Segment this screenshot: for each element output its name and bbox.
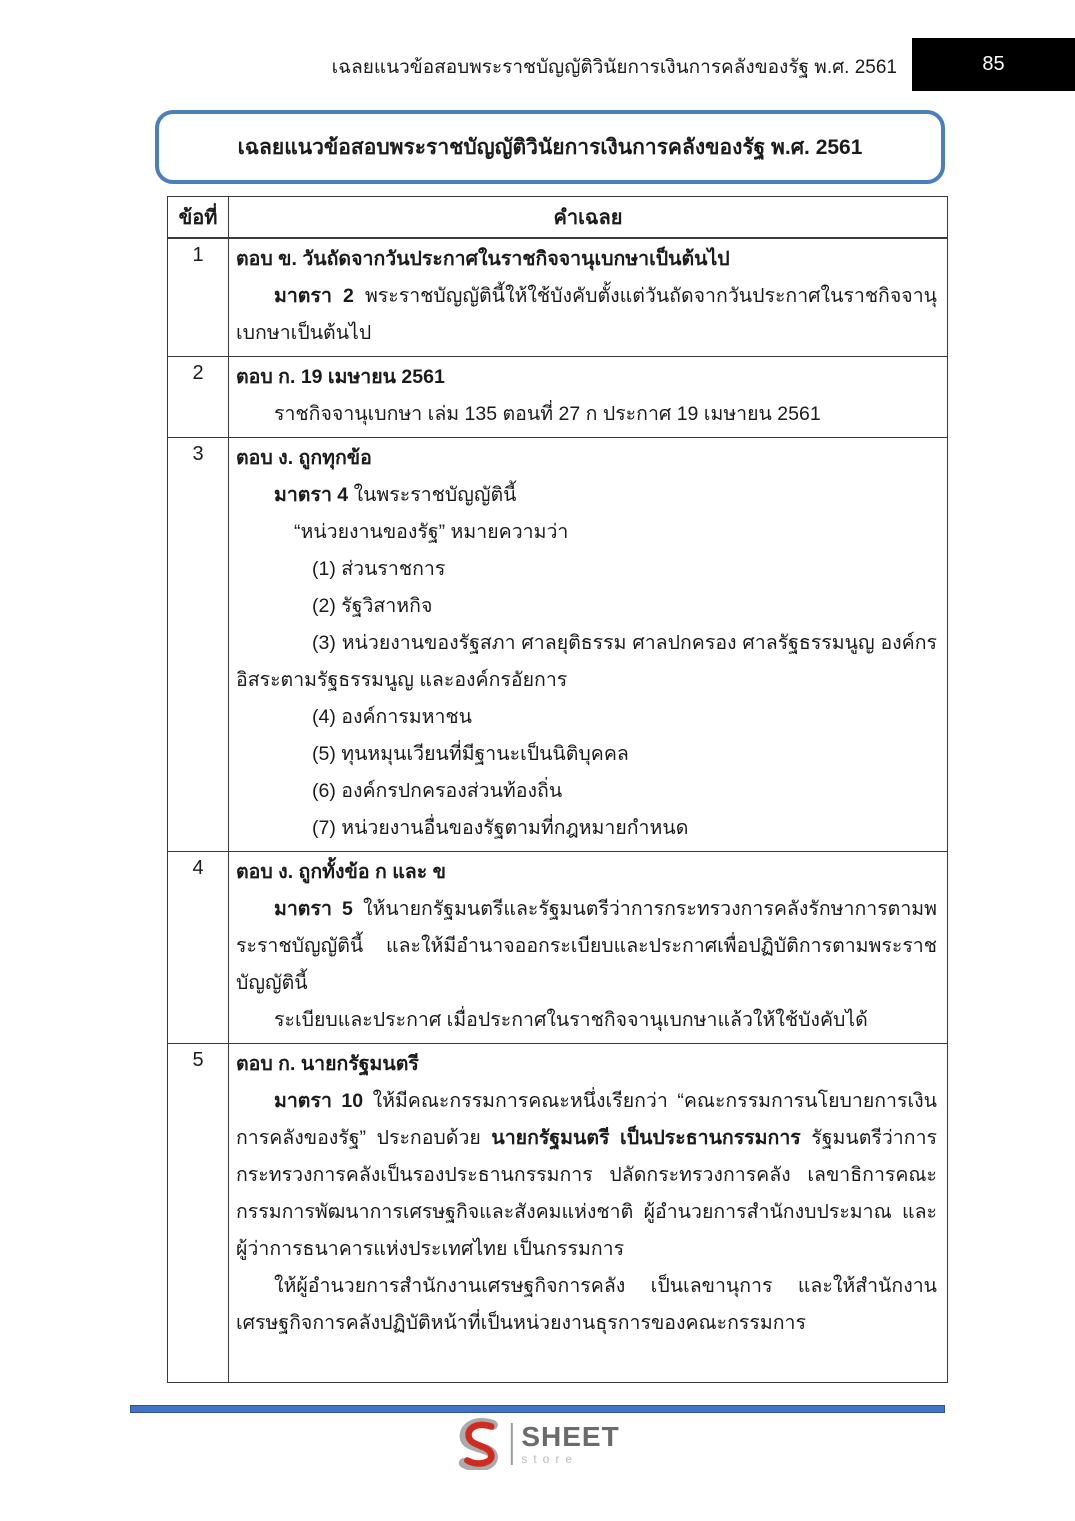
answer-table (167, 196, 948, 1383)
running-header-text: เฉลยแนวข้อสอบพระราชบัญญัติวินัยการเงินการคลังของรัฐ พ.ศ. 2561 (331, 57, 897, 78)
answer-text-bold: ตอบ ง. ถูกทั้งข้อ ก และ ข (236, 861, 446, 883)
page-number-box (912, 38, 1075, 91)
logo-s-icon (455, 1418, 501, 1470)
answer-paragraph (236, 625, 937, 699)
answer-text-bold: ตอบ ก. 19 เมษายน 2561 (236, 366, 445, 388)
title-box (155, 110, 945, 184)
answer-text-bold: ตอบ ก. นายกรัฐมนตรี (236, 1053, 419, 1075)
answer-text: (4) องค์การมหาชน (312, 706, 472, 728)
answer-paragraph (236, 477, 937, 514)
answer-text: (3) หน่วยงานของรัฐสภา ศาลยุติธรรม ศาลปกครอง ศาลรัฐธรรมนูญ องค์กรอิสระตามรัฐธรรมนูญ และองค์กรอัยการ (236, 632, 937, 691)
answer-text: “หน่วยงานของรัฐ” หมายความว่า (294, 521, 569, 543)
column-header-number: ข้อที่ (168, 197, 229, 239)
answer-table-body (168, 238, 948, 1383)
answer-paragraph (236, 1002, 937, 1039)
answer-text-bold: นายกรัฐมนตรี เป็นประธานกรรมการ (491, 1127, 801, 1149)
answer-text: (2) รัฐวิสาหกิจ (312, 595, 433, 617)
page-title: เฉลยแนวข้อสอบพระราชบัญญัติวินัยการเงินการคลังของรัฐ พ.ศ. 2561 (237, 135, 863, 159)
answer-paragraph (236, 1083, 937, 1268)
sheet-store-logo (455, 1418, 619, 1470)
answer-text: (5) ทุนหมุนเวียนที่มีฐานะเป็นนิติบุคคล (312, 743, 629, 765)
answer-table-head (168, 197, 948, 239)
logo-text-block (521, 1423, 619, 1465)
answer-text-bold: ตอบ ข. วันถัดจากวันประกาศในราชกิจจานุเบกษาเป็นต้นไป (236, 248, 730, 270)
table-row (168, 438, 948, 852)
question-number: 2 (168, 357, 229, 438)
answer-text: ให้มีคณะกรรมการคณะหนึ่งเรียกว่า “คณะกรรมการนโยบายการเงินการคลังของรัฐ” ประกอบด้วย (236, 1090, 937, 1149)
answer-text: ระเบียบและประกาศ เมื่อประกาศในราชกิจจานุเบกษาแล้วให้ใช้บังคับได้ (274, 1009, 868, 1031)
answer-paragraph (236, 699, 937, 736)
answer-paragraph (236, 241, 937, 278)
answer-paragraph (236, 359, 937, 396)
answer-cell (229, 238, 948, 357)
answer-text: (6) องค์กรปกครองส่วนท้องถิ่น (312, 780, 563, 802)
answer-paragraph (236, 891, 937, 1002)
answer-text: ราชกิจจานุเบกษา เล่ม 135 ตอนที่ 27 ก ประกาศ 19 เมษายน 2561 (274, 403, 821, 425)
answer-text-bold: มาตรา 10 (274, 1090, 364, 1112)
logo-subtitle: store (521, 1452, 579, 1466)
question-number: 1 (168, 238, 229, 357)
question-number: 3 (168, 438, 229, 852)
answer-text: ในพระราชบัญญัตินี้ (348, 484, 517, 506)
column-header-answer: คำเฉลย (229, 197, 948, 239)
answer-text-bold: มาตรา 2 (274, 285, 354, 307)
answer-cell (229, 852, 948, 1044)
answer-text: รัฐมนตรีว่าการกระทรวงการคลังเป็นรองประธานกรรมการ ปลัดกระทรวงการคลัง เลขาธิการคณะกรรมการพัฒนาการเศรษฐกิจและสังคมแห่งชาติ ผู้อำนวยการสำนักงบประมาณ และผู้ว่าการธนาคารแห่งประเทศไทย เป็นกรรมการ (236, 1127, 937, 1260)
answer-cell (229, 357, 948, 438)
header-row (168, 197, 948, 239)
logo-name: SHEET (521, 1421, 620, 1452)
answer-paragraph (236, 810, 937, 847)
answer-paragraph (236, 1268, 937, 1342)
answer-text: ให้นายกรัฐมนตรีและรัฐมนตรีว่าการกระทรวงการคลังรักษาการตามพระราชบัญญัตินี้ และให้มีอำนาจออกระเบียบและประกาศเพื่อปฏิบัติการตามพระราชบัญญัตินี้ (236, 898, 937, 994)
answer-paragraph (236, 514, 937, 551)
answer-text: (7) หน่วยงานอื่นของรัฐตามที่กฎหมายกำหนด (312, 817, 689, 839)
answer-paragraph (236, 1046, 937, 1083)
page-number: 85 (982, 53, 1005, 75)
answer-paragraph (236, 854, 937, 891)
table-row (168, 852, 948, 1044)
answer-paragraph (236, 278, 937, 352)
table-row (168, 357, 948, 438)
answer-paragraph (236, 551, 937, 588)
answer-cell (229, 1044, 948, 1383)
question-number: 4 (168, 852, 229, 1044)
answer-cell (229, 438, 948, 852)
table-row (168, 238, 948, 357)
answer-paragraph (236, 588, 937, 625)
table-row (168, 1044, 948, 1383)
answer-text-bold: มาตรา 5 (274, 898, 353, 920)
answer-paragraph (236, 440, 937, 477)
answer-text: ให้ผู้อำนวยการสำนักงานเศรษฐกิจการคลัง เป็นเลขานุการ และให้สำนักงานเศรษฐกิจการคลังปฏิบัติหน้าที่เป็นหน่วยงานธุรการของคณะกรรมการ (236, 1275, 937, 1334)
answer-text-bold: ตอบ ง. ถูกทุกข้อ (236, 447, 372, 469)
answer-text: (1) ส่วนราชการ (312, 558, 446, 580)
answer-paragraph (236, 773, 937, 810)
question-number: 5 (168, 1044, 229, 1383)
answer-paragraph (236, 396, 937, 433)
logo-divider (510, 1423, 512, 1465)
answer-paragraph (236, 736, 937, 773)
footer-divider-bar (130, 1405, 945, 1413)
answer-text-bold: มาตรา 4 (274, 484, 349, 506)
answer-text: พระราชบัญญัตินี้ให้ใช้บังคับตั้งแต่วันถัดจากวันประกาศในราชกิจจานุเบกษาเป็นต้นไป (236, 285, 937, 344)
